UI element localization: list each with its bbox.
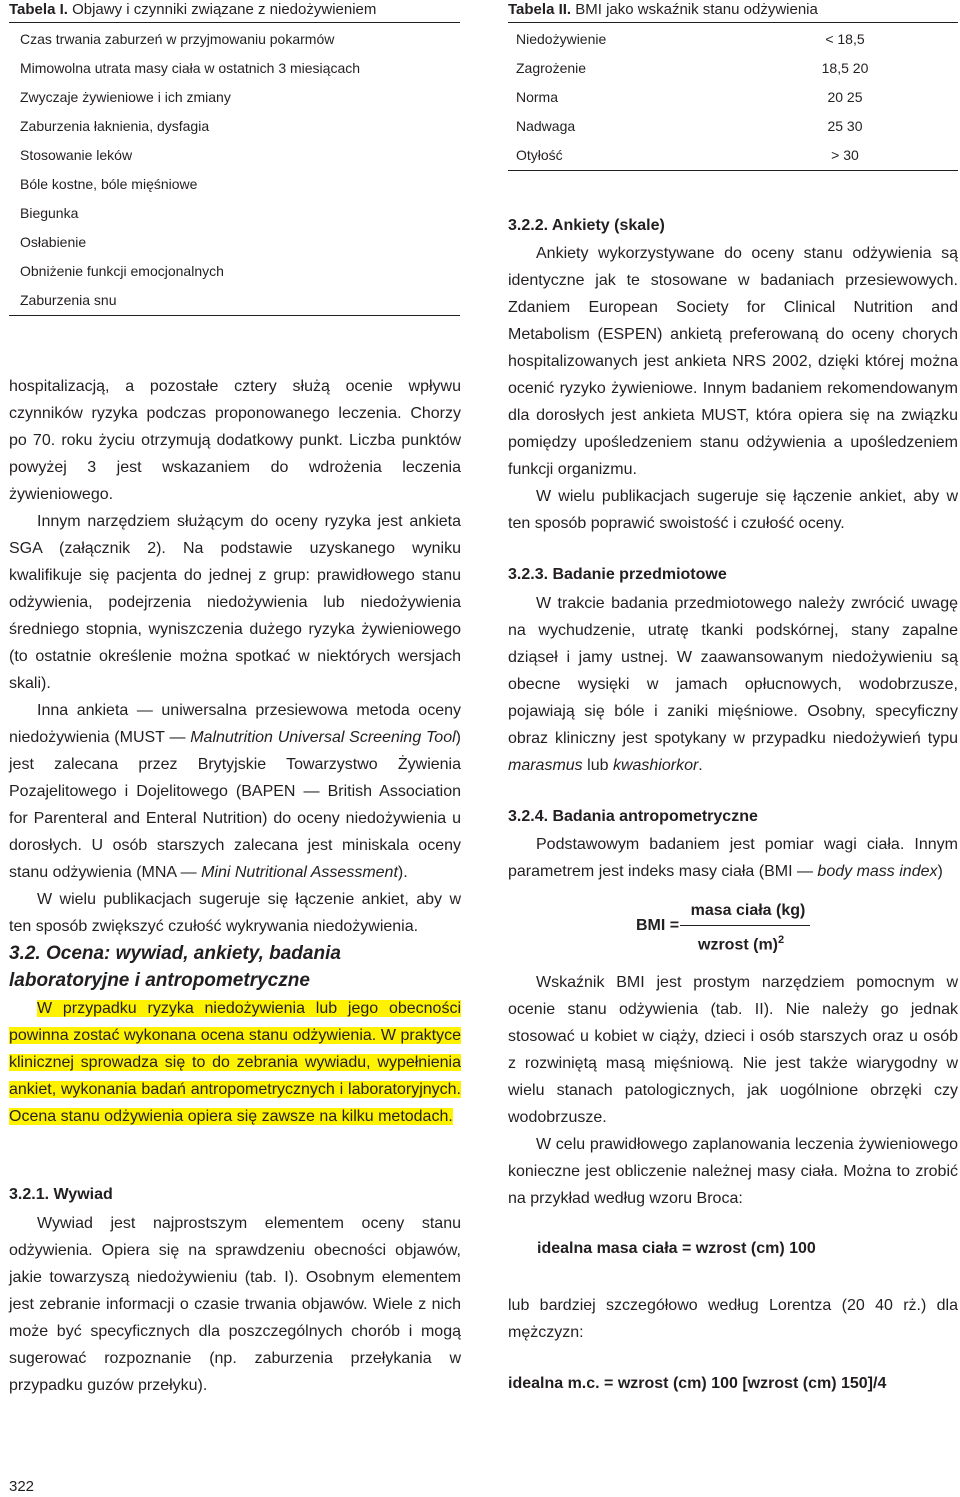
right-paragraph-2: W wielu publikacjach sugeruje się łączenie ankiet, aby w ten sposób poprawić swoistość i czułość oceny.: [508, 488, 958, 532]
table1-title: [9, 1, 376, 18]
bmi-fraction-line: [680, 925, 810, 926]
bmi-formula-lhs: BMI =: [636, 917, 680, 934]
left-paragraph-1: hospitalizacją, a pozostałe cztery służą ocenie wpływu czynników ryzyka podczas proponowanego leczenia. Chorzy po 70. roku życiu otrzymują dodatkowy punkt. Liczba punktów powyżej 3 jest wskazaniem do wdrożenia leczenia żywieniowego.: [9, 378, 461, 503]
section-3-2-4-heading: 3.2.4. Badania antropometryczne: [508, 808, 758, 825]
highlighted-paragraph: [9, 995, 461, 1130]
right-lorentz-text: [508, 1292, 958, 1346]
table2-bmi-range: > 30: [831, 147, 859, 163]
table1-bottom-rule: [9, 315, 460, 316]
right-paragraph-3: W trakcie badania przedmiotowego należy zwrócić uwagę na wychudzenie, utratę tkanki podskórnej, stany zapalne dziąseł i jamy ustnej. W zaawansowanym niedożywieniu są obecne wysięki w jamach opłucnowych, wodobrzusze, pojawiają się bóle i zaniki mięśniowe. Osobny, specyficzny obraz kliniczny jest spotykany w przypadku niedożywień typu marasmus lub kwashiorkor.: [508, 595, 958, 774]
section-3-2-1-heading: 3.2.1. Wywiad: [9, 1186, 113, 1203]
table2-bmi-range: 20 25: [827, 89, 863, 105]
table1-row: Bóle kostne, bóle mięśniowe: [20, 176, 198, 192]
table2-category: Zagrożenie: [516, 60, 587, 76]
table2-label: Tabela II.: [508, 1, 572, 18]
highlighted-text: W przypadku ryzyka niedożywienia lub jego obecności powinna zostać wykonana ocena stanu odżywienia. W praktyce klinicznej sprowadza się to do zebrania wywiadu, wypełnienia ankiet, wykonania badań antropometrycznych i laboratoryjnych. Ocena stanu odżywienia opiera się zawsze na kilku metodach.: [9, 1000, 461, 1125]
table2-bmi-range: < 18,5: [825, 31, 865, 47]
section-3-2-3-heading: 3.2.3. Badanie przedmiotowe: [508, 566, 727, 583]
left-paragraph-4: W wielu publikacjach sugeruje się łączenie ankiet, aby w ten sposób zwiększyć czułość wykrywania niedożywienia.: [9, 891, 461, 935]
table2-category: Otyłość: [516, 147, 563, 163]
right-paragraph-4: Podstawowym badaniem jest pomiar wagi ciała. Innym parametrem jest indeks masy ciała (BMI — body mass index): [508, 836, 958, 880]
table1-caption: Objawy i czynniki związane z niedożywieniem: [72, 1, 377, 18]
bmi-formula-denominator: wzrost $(m)^2$: [698, 934, 785, 954]
lorentz-formula: idealna m.c. = wzrost (cm) 100 [wzrost (cm) 150]/4: [508, 1375, 887, 1392]
right-badanie-text: [508, 590, 958, 779]
table2-bottom-rule: [508, 170, 958, 171]
table2-title: [508, 1, 818, 18]
bmi-formula-numerator: masa ciała (kg): [690, 902, 806, 919]
right-paragraph-1: Ankiety wykorzystywane do oceny stanu odżywienia są identyczne jak te stosowane w badaniach przesiewowych. Zdaniem European Society for Clinical Nutrition and Metabolism (ESPEN) ankietą preferowaną do oceny chorych hospitalizowanych jest ankieta NRS 2002, dzięki której można ocenić ryzyko żywieniowe. Innym badaniem rekomendowanym dla dorosłych jest ankieta MUST, która opiera się na związku pomiędzy upośledzeniem stanu odżywienia a upośledzeniem funkcji organizmu.: [508, 245, 958, 478]
right-paragraph-5: Wskaźnik BMI jest prostym narzędziem pomocnym w ocenie stanu odżywienia (tab. II). Nie należy go jednak stosować u kobiet w ciąży, dzieci i osób starszych oraz u osób z rozwiniętą masą mięśniową. Nie jest także wiarygodny w wielu stanach patologicznych, jak uogólnione obrzęki czy wodobrzusze.: [508, 974, 958, 1126]
table2-bmi-range: 25 30: [827, 118, 863, 134]
right-paragraph-6: W celu prawidłowego zaplanowania leczenia żywieniowego konieczne jest obliczenie należnej masy ciała. Można to zrobić na przykład według wzoru Broca:: [508, 1136, 958, 1207]
table1-row: Zaburzenia łaknienia, dysfagia: [20, 118, 210, 134]
table2-category: Norma: [516, 89, 559, 105]
table1-row: Biegunka: [20, 205, 79, 221]
right-bmi-text: [508, 969, 958, 1212]
table2-category: Niedożywienie: [516, 31, 607, 47]
table2-top-rule: [508, 22, 958, 23]
bmi-formula: [636, 902, 816, 962]
table1-row: Czas trwania zaburzeń w przyjmowaniu pokarmów: [20, 31, 335, 47]
section-3-2-2-heading: 3.2.2. Ankiety (skale): [508, 217, 665, 234]
table1-label: Tabela I.: [9, 1, 68, 18]
table1-row: Obniżenie funkcji emocjonalnych: [20, 263, 224, 279]
left-wywiad-text: [9, 1210, 461, 1399]
table1-row: Stosowanie leków: [20, 147, 133, 163]
broca-formula: idealna masa ciała = wzrost (cm) 100: [537, 1240, 816, 1257]
right-ankiety-text: [508, 240, 958, 537]
table1-top-rule: [9, 22, 460, 23]
table1-row: Zwyczaje żywieniowe i ich zmiany: [20, 89, 231, 105]
section-3-2-heading: 3.2. Ocena: wywiad, ankiety, badania laboratoryjne i antropometryczne: [9, 943, 341, 991]
right-paragraph-7: lub bardziej szczegółowo według Lorentza (20 40 rż.) dla mężczyzn:: [508, 1297, 958, 1341]
left-paragraph-2: Innym narzędziem służącym do oceny ryzyka jest ankieta SGA (załącznik 2). Na podstawie uzyskanego wyniku kwalifikuje się pacjenta do jednej z grup: prawidłowego stanu odżywienia, podejrzenia niedożywienia lub niedożywienia średniego stopnia, wyniszczenia dużego ryzyka żywieniowego (to ostatnie określenie można spotkać w niektórych wersjach skali).: [9, 513, 461, 692]
table2-category: Nadwaga: [516, 118, 576, 134]
table1-row: Zaburzenia snu: [20, 292, 117, 308]
table2-caption: BMI jako wskaźnik stanu odżywienia: [575, 1, 818, 18]
page-number: 322: [9, 1478, 35, 1495]
table1-row: Mimowolna utrata masy ciała w ostatnich 3 miesiącach: [20, 60, 361, 76]
table1-row: Osłabienie: [20, 234, 87, 250]
left-paragraph-5: Wywiad jest najprostszym elementem oceny stanu odżywienia. Opiera się na sprawdzeniu obecności objawów, jakie towarzyszą niedożywieniu (tab. I). Osobnym elementem jest zebranie informacji o czasie trwania objawów. Wiele z nich może być specyficznych dla poszczególnych chorób i mogą sugerować rozpoznanie (np. zaburzenia przełykania w przypadku guzów przełyku).: [9, 1215, 461, 1394]
right-antropometria-text: [508, 831, 958, 885]
table2-bmi-range: 18,5 20: [821, 60, 869, 76]
left-paragraph-3: Inna ankieta — uniwersalna przesiewowa metoda oceny niedożywienia (MUST — Malnutrition Universal Screening Tool) jest zalecana przez Brytyjskie Towarzystwo Żywienia Pozajelitowego i Dojelitowego (BAPEN — British Association for Parenteral and Enteral Nutrition) do oceny niedożywienia u dorosłych. U osób starszych zalecana jest miniskala oceny stanu odżywienia (MNA — Mini Nutritional Assessment).: [9, 702, 461, 881]
left-body-text: [9, 373, 461, 940]
